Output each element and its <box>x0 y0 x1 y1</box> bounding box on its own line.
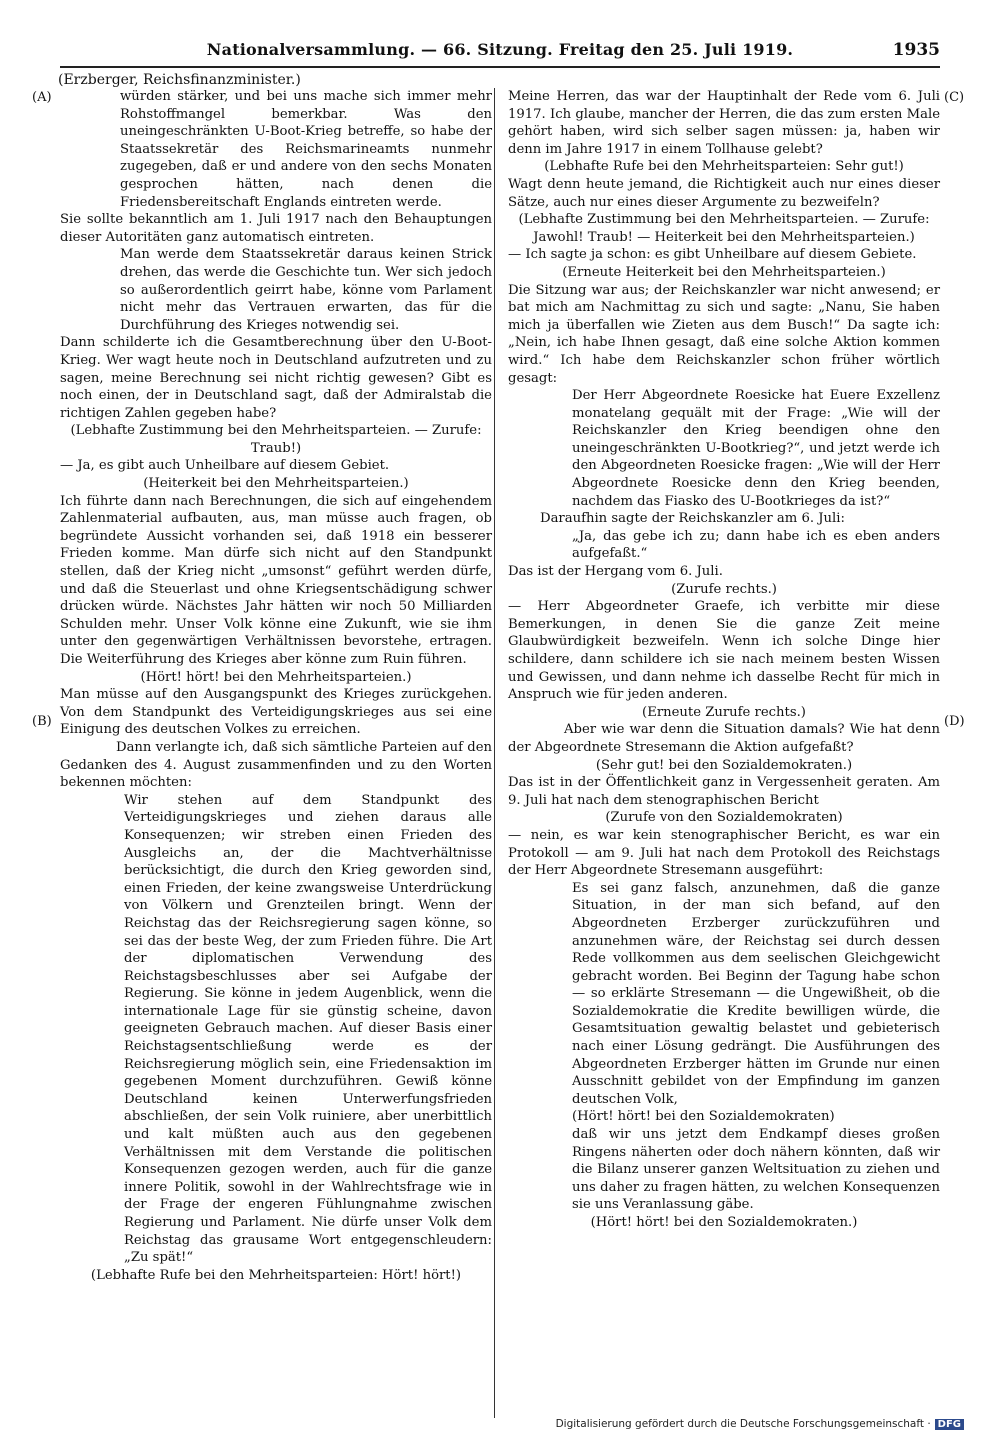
interjection: (Lebhafte Zustimmung bei den Mehrheitsparteien. — Zurufe: Traub!) <box>70 423 482 456</box>
quotation: Der Herr Abgeordnete Roesicke hat Euere Exzellenz monatelang gequält mit der Frage: „Wie will der Reichskanzler den Krieg beendigen ohne den uneingeschränkten U-Bootkrieg?“, und jetzt werde ich den Abgeordneten Roesicke fragen: „Wie will der Herr Abgeordnete Roesicke denn den Krieg beenden, nachdem das Fiasko des U-Bootkrieges da ist?“ <box>572 388 940 509</box>
speaker-label: (Erzberger, Reichsfinanzminister.) <box>58 72 301 88</box>
column-divider <box>494 88 495 1418</box>
interjection: (Lebhafte Rufe bei den Mehrheitsparteien: Sehr gut!) <box>544 159 904 175</box>
interjection: (Hört! hört! bei den Mehrheitsparteien.) <box>140 669 412 685</box>
margin-label-a: (A) <box>32 90 52 105</box>
page-number: 1935 <box>892 40 940 60</box>
paragraph: Sie sollte bekanntlich am 1. Juli 1917 nach den Behauptungen dieser Autoritäten ganz automatisch eintreten. <box>60 212 492 245</box>
paragraph: Daraufhin sagte der Reichskanzler am 6. Juli: <box>540 511 845 527</box>
interjection: (Sehr gut! bei den Sozialdemokraten.) <box>595 757 853 773</box>
page-title: Nationalversammlung. — 66. Sitzung. Freitag den 25. Juli 1919. <box>206 40 794 59</box>
interjection: (Heiterkeit bei den Mehrheitsparteien.) <box>143 476 409 492</box>
quotation: daß wir uns jetzt dem Endkampf dieses großen Ringens näherten oder doch nähern könnten, daß wir die Bilanz unserer ganzen Weltsituation zu ziehen und uns daher zu fragen hätten, zu welchen Konsequenzen sie uns Veranlassung gäbe. <box>572 1127 940 1213</box>
paragraph: würden stärker, und bei uns mache sich immer mehr Rohstoffmangel bemerkbar. Was den uneingeschränkten U-Boot-Krieg betreffe, so habe der Staatssekretär des Reichsmarineamts nunmehr zugegeben, daß er und andere von den sechs Monaten gesprochen hätten, nach denen die Friedensbereitschaft Englands eintreten werde. <box>120 89 492 210</box>
footer-text: Digitalisierung gefördert durch die Deutsche Forschungsgemeinschaft · <box>555 1418 931 1430</box>
interjection: (Hört! hört! bei den Sozialdemokraten) <box>572 1109 835 1125</box>
interjection: (Erneute Heiterkeit bei den Mehrheitsparteien.) <box>562 264 886 280</box>
right-column <box>508 88 940 1232</box>
paragraph: — nein, es war kein stenographischer Bericht, es war ein Protokoll — am 9. Juli hat nach dem Protokoll des Reichstags der Herr Abgeordnete Stresemann ausgeführt: <box>508 827 940 879</box>
quotation: „Ja, das gebe ich zu; dann habe ich es eben anders aufgefaßt.“ <box>572 528 940 562</box>
paragraph: Die Sitzung war aus; der Reichskanzler war nicht anwesend; er bat mich am Nachmittag zu sich und sagte: „Nanu, Sie haben mich ja überfallen wie Zieten aus dem Busch!“ Da sagte ich: „Nein, ich habe Ihnen gesagt, daß eine solche Aktion kommen wird.“ Ich habe dem Reichskanzler schon früher wörtlich gesagt: <box>508 282 940 386</box>
paragraph: — Ich sagte ja schon: es gibt Unheilbare auf diesem Gebiete. <box>508 247 917 263</box>
interjection: (Hört! hört! bei den Sozialdemokraten.) <box>590 1215 858 1230</box>
quotation: Wir stehen auf dem Standpunkt des Verteidigungskrieges und ziehen daraus alle Konsequenzen; wir streben einen Frieden des Ausgleichs an, der die Machtverhältnisse berücksichtigt, die durch den Krieg geworden sind, einen Frieden, der keine zwangsweise Unterdrückung von Völkern und Grenzteilen bringt. Wenn der Reichstag das der Reichsregierung sagen könne, so sei das der beste Weg, der zum Frieden führe. Die Art der diplomatischen Verwendung des Reichstagsbeschlusses aber sei Aufgabe der Regierung. Sie könne in jedem Augenblick, wenn die internationale Lage für sie günstig scheine, davon geeigneten Gebrauch machen. Auf dieser Basis einer Reichstagsentschließung werde es der Reichsregierung möglich sein, eine Friedensaktion im gegebenen Moment durchzuführen. Gewiß könne Deutschland keinen Unterwerfungsfrieden abschließen, der sein Volk ruiniere, aber unerbittlich und kalt müßten auch aus den gegebenen Verhältnissen mit dem Verstande die politischen Konsequenzen gezogen werden, auch für die ganze innere Politik, sowohl in der Wahlrechtsfrage wie in der Frage der engeren Fühlungnahme zwischen Regierung und Parlament. Nie dürfe unser Volk dem Reichstag das grausame Wort entgegenschleudern: „Zu spät!“ <box>124 792 492 1266</box>
dfg-logo: DFG <box>935 1419 964 1430</box>
page-header <box>60 36 940 68</box>
footer-credit <box>556 1418 964 1430</box>
paragraph: Ich führte dann nach Berechnungen, die sich auf eingehendem Zahlenmaterial aufbauten, aus, man müsse auch fragen, ob begründete Aussicht vorhanden sei, daß 1918 ein besserer Frieden komme. Man dürfe sich nicht auf den Standpunkt stellen, daß der Krieg nicht „umsonst“ geführt werden dürfe, und daß die Steuerlast und ohne Kriegsentschädigung schwer drücken würde. Nächstes Jahr hätten wir noch 50 Milliarden Schulden mehr. Unser Volk könne eine Zukunft, wie sie ihm unter den gegenwärtigen Verhältnissen bevorstehe, ertragen. Die Weiterführung des Krieges aber könne zum Ruin führen. <box>60 493 492 667</box>
margin-label-d: (D) <box>944 714 965 729</box>
margin-label-b: (B) <box>32 714 52 729</box>
paragraph: Meine Herren, das war der Hauptinhalt der Rede vom 6. Juli 1917. Ich glaube, mancher der Herren, die das zum ersten Male gehört haben, wird sich selber sagen müssen: ja, haben wir denn im Jahre 1917 in einem Tollhause gelebt? <box>508 89 940 157</box>
paragraph: Das ist der Hergang vom 6. Juli. <box>508 564 723 580</box>
left-column <box>60 88 492 1284</box>
interjection: (Zurufe rechts.) <box>671 581 777 597</box>
interjection: (Erneute Zurufe rechts.) <box>642 704 806 720</box>
margin-label-c: (C) <box>944 90 965 105</box>
paragraph: — Herr Abgeordneter Graefe, ich verbitte mir diese Bemerkungen, in denen Sie die ganze Zeit meine Glaubwürdigkeit bezweifeln. Wenn ich solche Dinge hier schildere, dann schildere ich sie nach meinem besten Wissen und Gewissen, und dann nehme ich dasselbe Recht für mich in Anspruch wie für jeden anderen. <box>508 599 940 703</box>
paragraph: Das ist in der Öffentlichkeit ganz in Vergessenheit geraten. Am 9. Juli hat nach dem stenographischen Bericht <box>508 775 940 808</box>
quotation: Es sei ganz falsch, anzunehmen, daß die ganze Situation, in der man sich befand, auf den Abgeordneten Erzberger zurückzuführen und anzunehmen wäre, der Reichstag sei durch dessen Rede vollkommen aus dem seelischen Gleichgewicht gebracht worden. Bei Beginn der Tagung habe schon — so erklärte Stresemann — die Ungewißheit, ob die Sozialdemokratie die Kredite bewilligen würde, die Gesamtsituation gewaltig belastet und gebieterisch nach einer Lösung gedrängt. Die Ausführungen des Abgeordneten Erzberger hätten im Grunde nur einen Ausschnitt gebildet von der Empfindung im ganzen deutschen Volk, <box>572 880 940 1107</box>
paragraph: — Ja, es gibt auch Unheilbare auf diesem Gebiet. <box>60 458 390 474</box>
paragraph: Aber wie war denn die Situation damals? Wie hat denn der Abgeordnete Stresemann die Aktion aufgefaßt? <box>508 722 940 755</box>
paragraph: Man werde dem Staatssekretär daraus keinen Strick drehen, das werde die Geschichte tun. Wer sich jedoch so außerordentlich geirrt habe, könne vom Parlament nicht mehr das Vertrauen erwarten, das für die Durchführung des Krieges notwendig sei. <box>120 247 492 333</box>
interjection: (Lebhafte Rufe bei den Mehrheitsparteien: Hört! hört!) <box>90 1267 462 1283</box>
interjection: (Lebhafte Zustimmung bei den Mehrheitsparteien. — Zurufe: Jawohl! Traub! — Heiterkeit bei den Mehrheitsparteien.) <box>518 212 930 245</box>
interjection: (Zurufe von den Sozialdemokraten) <box>605 810 843 826</box>
paragraph: Man müsse auf den Ausgangspunkt des Krieges zurückgehen. Von dem Standpunkt des Verteidigungskrieges aus sei eine Einigung des deutschen Volkes zu erreichen. <box>60 687 492 738</box>
paragraph: Dann schilderte ich die Gesamtberechnung über den U-Boot-Krieg. Wer wagt heute noch in Deutschland aufzutreten und zu sagen, meine Berechnung sei nicht richtig gewesen? Gibt es noch einen, der in Deutschland sagt, daß der Admiralstab die richtigen Zahlen gegeben habe? <box>60 335 492 421</box>
paragraph: Dann verlangte ich, daß sich sämtliche Parteien auf den Gedanken des 4. August zusammenfinden und zu den Worten bekennen möchten: <box>60 739 492 791</box>
paragraph: Wagt denn heute jemand, die Richtigkeit auch nur eines dieser Sätze, auch nur eines dieser Argumente zu bezweifeln? <box>508 176 940 210</box>
